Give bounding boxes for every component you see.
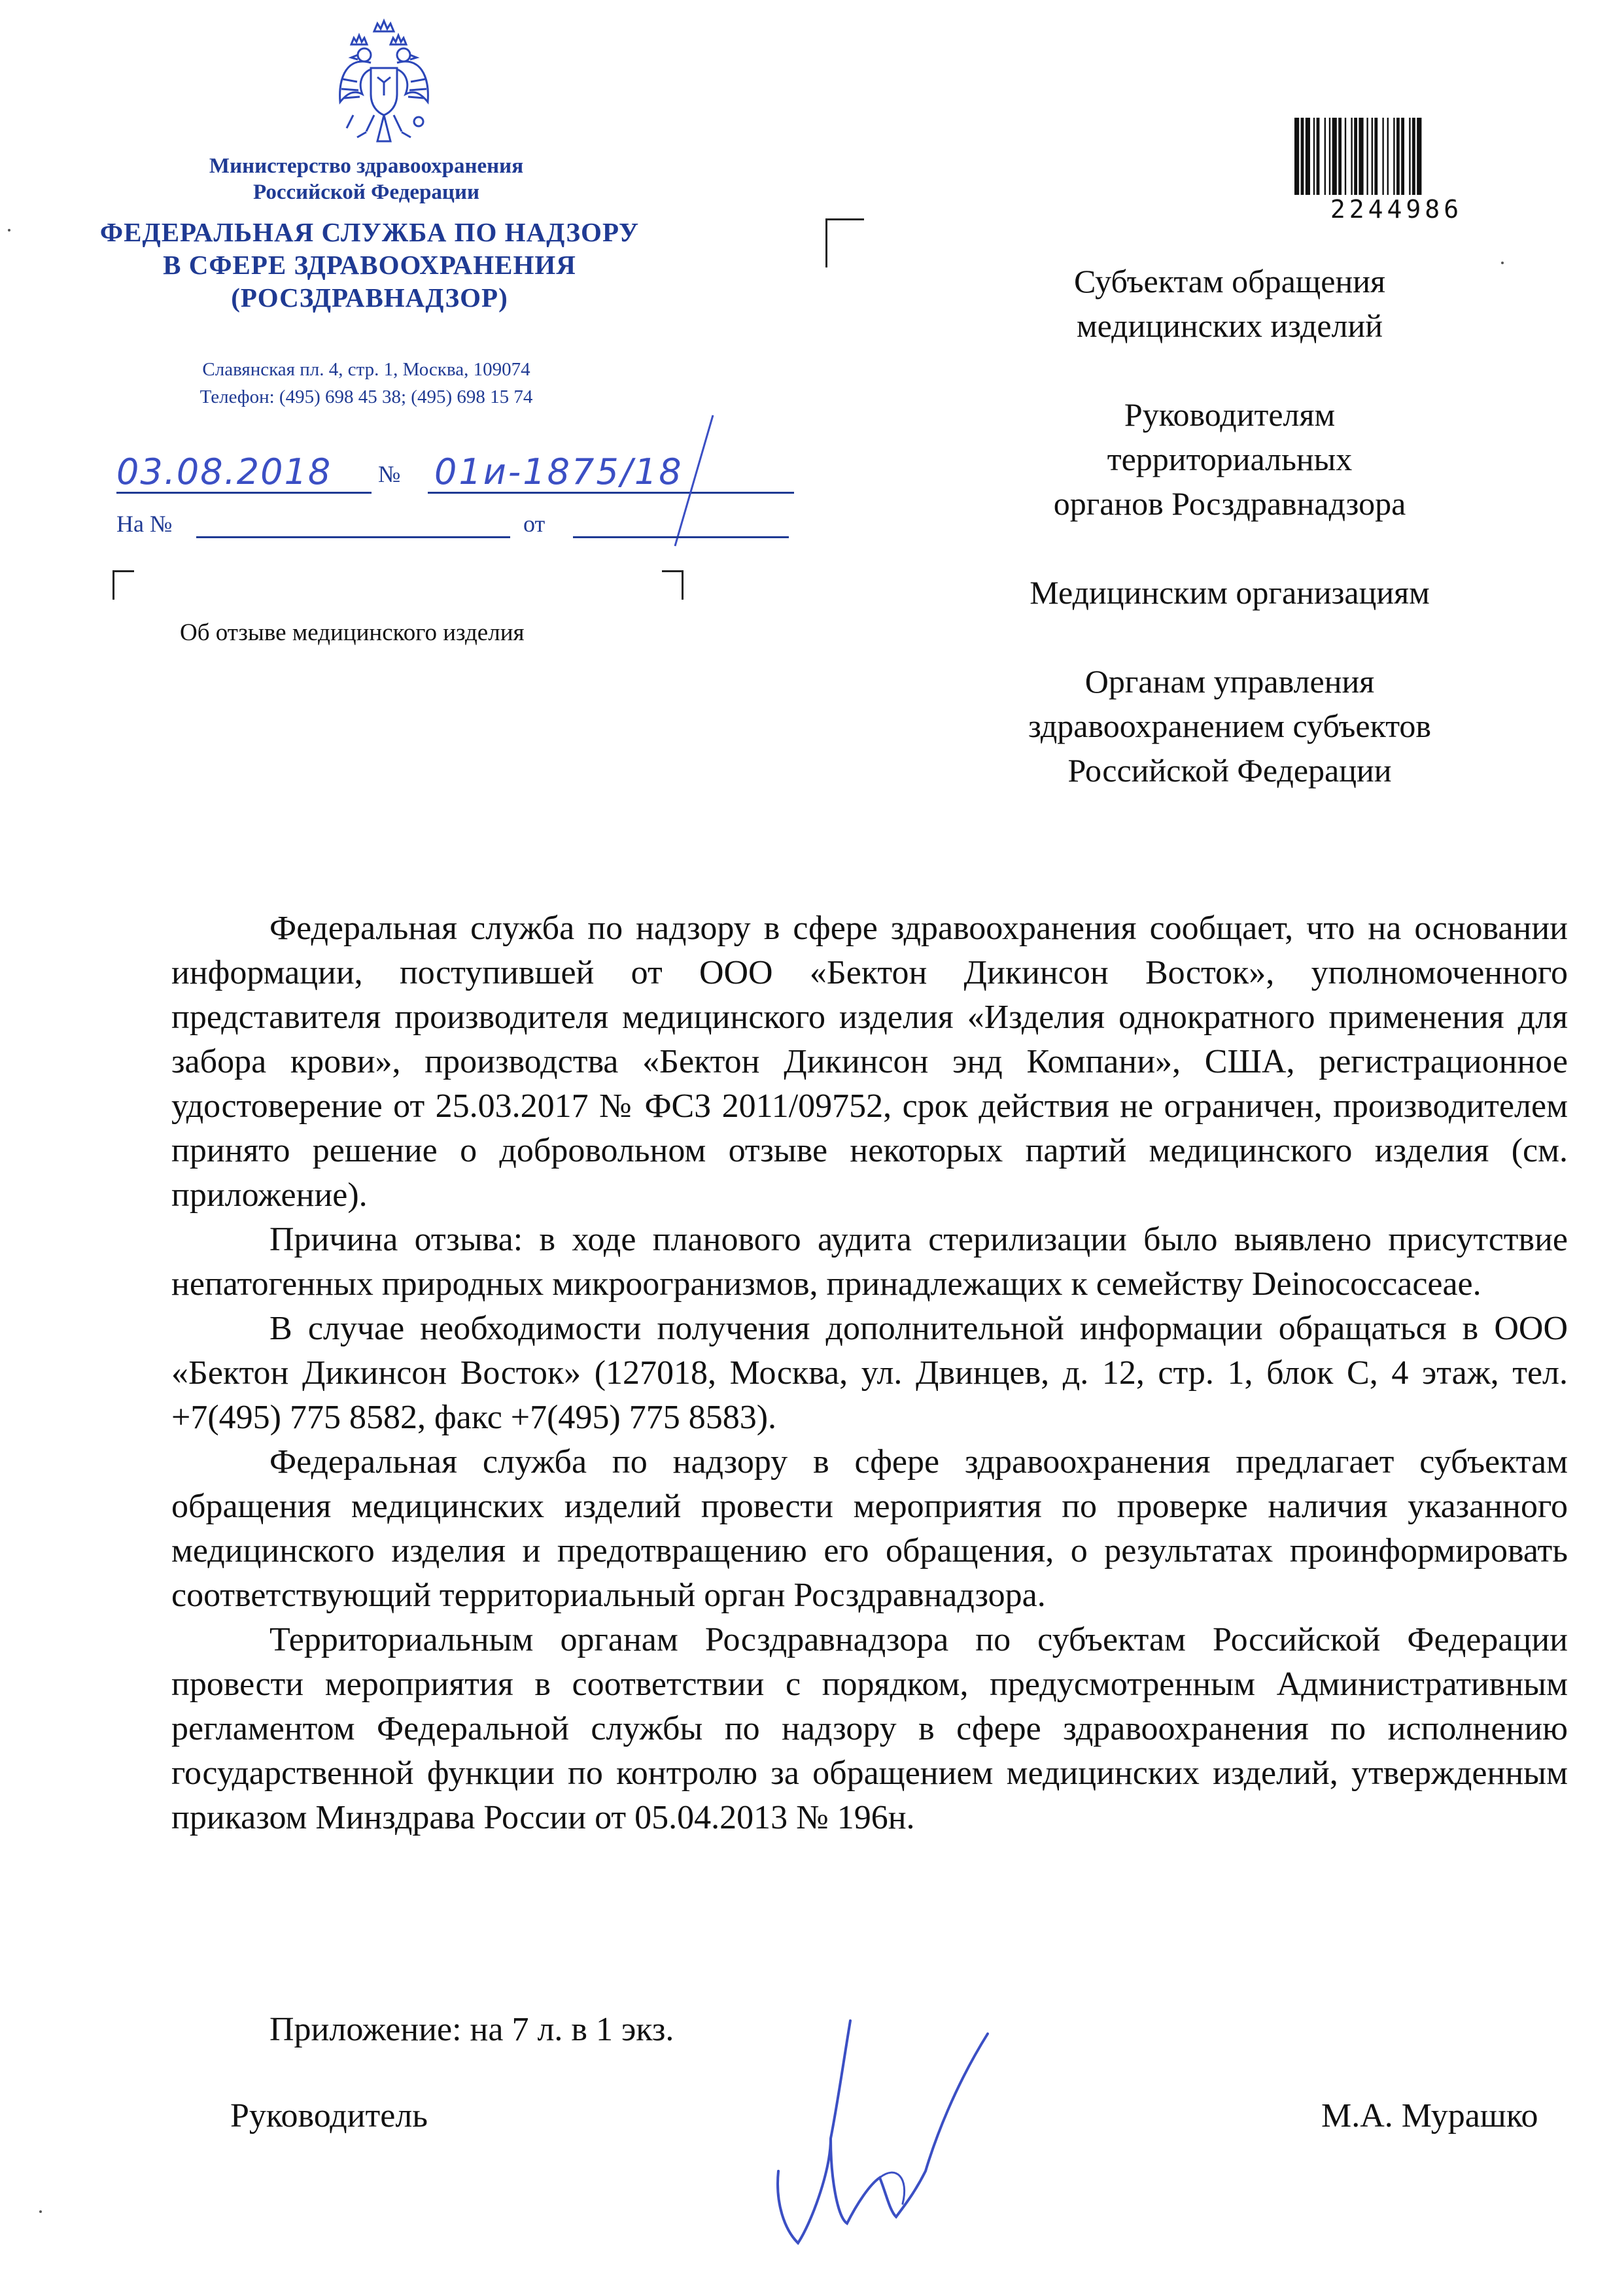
service-line-2: В СФЕРЕ ЗДРАВООХРАНЕНИЯ <box>163 250 576 280</box>
scan-speck <box>8 229 10 231</box>
letter-subject: Об отзыве медицинского изделия <box>180 619 525 646</box>
addressee-line: Органам управления <box>1084 663 1375 700</box>
barcode-bar <box>1332 118 1337 195</box>
body-paragraph: Причина отзыва: в ходе планового аудита стерилизации было выявлено присутствие непатогенных природных микроогранизмов, принадлежащих к семейству Deinococcaceae. <box>171 1221 1568 1303</box>
body-paragraph: Федеральная служба по надзору в сфере здравоохранения сообщает, что на основании информации, поступившей от ООО «Бектон Дикинсон Восток», уполномоченного представителя производителя медицинского изделия «Изделия однократного применения для забора крови», производства «Бектон Дикинсон энд Компани», США, регистрационное удостоверение от 25.03.2017 № ФСЗ 2011/09752, срок действия не ограничен, производителем принято решение о добровольном отзыве некоторых партий медицинского изделия (см. приложение). <box>171 910 1568 1214</box>
addressee-line: территориальных <box>1107 441 1353 477</box>
addressee-line: Российской Федерации <box>1067 752 1392 789</box>
addressee-group <box>942 259 1517 348</box>
sender-address <box>131 356 602 411</box>
addressee-line: здравоохранением субъектов <box>1028 708 1432 744</box>
body-paragraph: Территориальным органам Росздравнадзора по субъектам Российской Федерации провести мероприятия в соответствии с порядком, предусмотренным Административным регламентом Федеральной службы по надзору в сфере здравоохранения по исполнению государственной функции по контролю за обращением медицинских изделий, утвержденным приказом Минздрава России от 05.04.2013 № 196н. <box>171 1621 1568 1836</box>
scan-speck <box>1501 262 1504 264</box>
barcode-number: 2244986 <box>1330 195 1463 224</box>
address-line: Славянская пл. 4, стр. 1, Москва, 109074 <box>202 359 530 380</box>
ministry-line-1: Министерство здравоохранения <box>209 154 524 178</box>
addressee-line: Руководителям <box>1124 396 1336 433</box>
number-underline <box>428 492 794 494</box>
service-name <box>85 216 654 314</box>
barcode-bar <box>1345 118 1346 195</box>
addressees-block <box>942 259 1517 837</box>
reference-date-blank <box>573 536 789 538</box>
barcode-bars <box>1292 118 1501 195</box>
russian-coat-of-arms-icon <box>335 17 433 154</box>
body-paragraph: В случае необходимости получения дополнительной информации обращаться в ООО «Бектон Дикинсон Восток» (127018, Москва, ул. Двинцев, д. 12, стр. 1, блок С, 4 этаж, тел. +7(495) 775 8582, факс +7(495) 775 8583). <box>171 1310 1568 1436</box>
barcode-bar <box>1313 118 1315 195</box>
addressee-group <box>942 659 1517 793</box>
barcode-bar <box>1412 118 1415 195</box>
barcode-bar <box>1387 118 1389 195</box>
barcode-bar <box>1325 118 1326 195</box>
barcode-bar <box>1401 118 1404 195</box>
appendix-note: Приложение: на 7 л. в 1 экз. <box>269 2011 674 2048</box>
barcode-bar <box>1317 118 1320 195</box>
service-line-3: (РОСЗДРАВНАДЗОР) <box>231 283 508 313</box>
reference-line <box>116 510 692 543</box>
phone-line: Телефон: (495) 698 45 38; (495) 698 15 74 <box>199 386 533 407</box>
reference-number-blank <box>196 536 510 538</box>
ministry-name <box>144 153 589 205</box>
ministry-line-2: Российской Федерации <box>253 180 479 204</box>
addressee-line: медицинских изделий <box>1076 307 1383 344</box>
barcode-bar <box>1359 118 1363 195</box>
reference-number-label: На № <box>116 511 173 537</box>
barcode-bar <box>1354 118 1357 195</box>
reference-date-label: от <box>523 511 546 537</box>
addressee-line: Субъектам обращения <box>1074 263 1385 300</box>
barcode-bar <box>1329 118 1330 195</box>
barcode-bar <box>1409 118 1410 195</box>
service-line-1: ФЕДЕРАЛЬНАЯ СЛУЖБА ПО НАДЗОРУ <box>99 217 640 247</box>
barcode-bar <box>1351 118 1352 195</box>
letter-body <box>171 906 1568 1840</box>
addressee-group <box>942 570 1517 615</box>
number-sign: № <box>378 461 401 487</box>
subject-corner-left <box>113 570 134 600</box>
barcode-bar <box>1374 118 1377 195</box>
body-paragraph: Федеральная служба по надзору в сфере здравоохранения предлагает субъектам обращения медицинских изделий провести мероприятия по проверке наличия указанного медицинского изделия и предотвращению его обращения, о результатах проинформировать соответствующий территориальный орган Росздравнадзора. <box>171 1443 1568 1614</box>
signer-role: Руководитель <box>230 2097 428 2134</box>
barcode-bar <box>1294 118 1299 195</box>
barcode-bar <box>1366 118 1368 195</box>
registration-number: 01и-1875/18 <box>434 451 684 492</box>
barcode-bar <box>1393 118 1394 195</box>
addressee-line: органов Росздравнадзора <box>1053 485 1406 522</box>
barcode-bar <box>1396 118 1400 195</box>
registration-date: 03.08.2018 <box>116 451 332 492</box>
date-underline <box>116 492 372 494</box>
scan-speck <box>39 2210 42 2213</box>
subject-corner-right <box>662 570 684 600</box>
addressee-line: Медицинским организациям <box>1030 574 1430 611</box>
addressee-group <box>942 392 1517 526</box>
barcode-bar <box>1306 118 1310 195</box>
barcode <box>1292 118 1501 222</box>
address-corner <box>825 218 864 267</box>
barcode-bar <box>1382 118 1383 195</box>
signer-name: М.А. Мурашко <box>1321 2097 1538 2134</box>
barcode-bar <box>1301 118 1304 195</box>
barcode-bar <box>1372 118 1373 195</box>
barcode-bar <box>1417 118 1421 195</box>
handwritten-signature <box>739 2008 1001 2250</box>
barcode-bar <box>1338 118 1342 195</box>
